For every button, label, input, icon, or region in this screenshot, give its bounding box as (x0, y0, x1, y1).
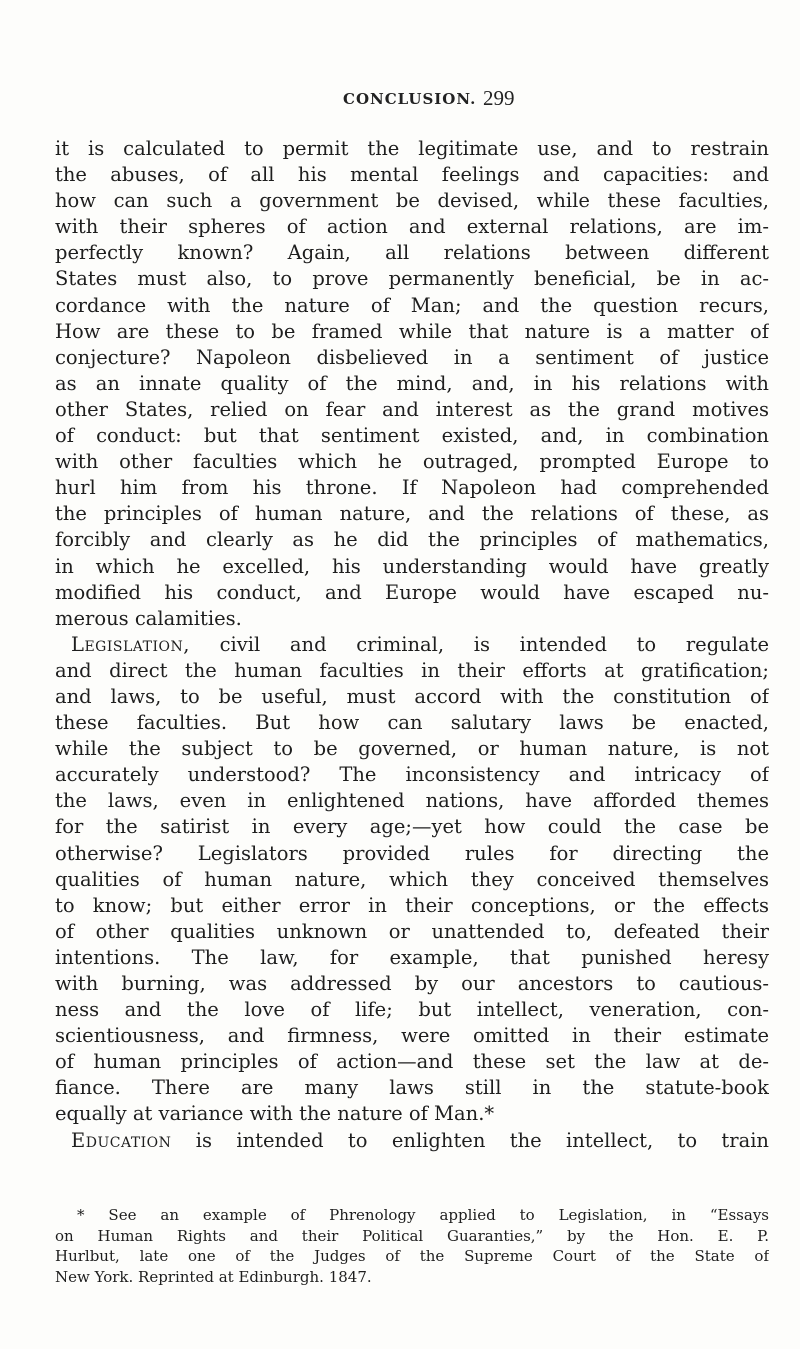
text-line: intentions. The law, for example, that punished heresy (55, 945, 769, 969)
text-line: and direct the human faculties in their efforts at gratification; (55, 658, 769, 682)
text-line: forcibly and clearly as he did the principles of mathematics, (55, 528, 769, 552)
running-head (0, 86, 800, 116)
text-line: of other qualities unknown or unattended to, defeated their (55, 919, 769, 943)
footnote-line: Hurlbut, late one of the Judges of the Supreme Court of the State of (55, 1247, 769, 1265)
footnote (55, 1205, 769, 1287)
text-line: qualities of human nature, which they conceived themselves (55, 867, 769, 891)
text-line: merous calamities. (55, 606, 242, 630)
text-line: otherwise? Legislators provided rules for directing the (55, 841, 769, 865)
text-line: with their spheres of action and external relations, are im- (55, 215, 769, 239)
text-line: accurately understood? The inconsistency and intricacy of (55, 763, 769, 787)
text-line: with burning, was addressed by our ancestors to cautious- (55, 972, 769, 995)
text-line: these faculties. But how can salutary laws be enacted, (55, 711, 769, 735)
text-line: of human principles of action—and these set the law at de- (55, 1050, 769, 1074)
text-line: while the subject to be governed, or human nature, is not (55, 737, 769, 761)
text-line: to know; but either error in their conceptions, or the effects (55, 893, 769, 917)
text-line: the abuses, of all his mental feelings and capacities: and (55, 163, 769, 187)
legislation-lead: Legislation, (71, 632, 190, 656)
text-line: hurl him from his throne. If Napoleon had comprehended (55, 476, 769, 500)
text-line: in which he excelled, his understanding would have greatly (55, 554, 769, 578)
page-number: 299 (483, 86, 515, 110)
text-line: other States, relied on fear and interest as the grand motives (55, 397, 769, 421)
text-line: conjecture? Napoleon disbelieved in a sentiment of justice (55, 345, 769, 369)
text-line: and laws, to be useful, must accord with the constitution of (55, 684, 769, 708)
text-line: of conduct: but that sentiment existed, and, in combination (55, 424, 769, 448)
text-line: fiance. There are many laws still in the statute-book (55, 1076, 769, 1100)
education-lead: Education (71, 1128, 172, 1152)
footnote-line: on Human Rights and their Political Guaranties,” by the Hon. E. P. (55, 1226, 769, 1245)
paragraph-legislation-first-line (55, 632, 769, 658)
footnote-line: * See an example of Phrenology applied to Legislation, in “Essays (77, 1206, 769, 1224)
text-line: ness and the love of life; but intellect, veneration, con- (55, 998, 769, 1022)
body-text (55, 136, 769, 1154)
text-line: perfectly known? Again, all relations between different (55, 241, 769, 265)
text-fragment: civil and criminal, is intended to regulate (189, 632, 769, 656)
text-line: the principles of human nature, and the relations of these, as (55, 502, 769, 526)
text-fragment: is intended to enlighten the intellect, to train (171, 1128, 769, 1152)
text-line: scientiousness, and firmness, were omitted in their estimate (55, 1024, 769, 1048)
text-line: as an innate quality of the mind, and, in his relations with (55, 371, 769, 395)
running-title: CONCLUSION. (343, 90, 477, 108)
text-line: with other faculties which he outraged, prompted Europe to (55, 450, 769, 474)
text-line: how can such a government be devised, while these faculties, (55, 189, 769, 213)
text-line: it is calculated to permit the legitimate use, and to restrain (55, 137, 769, 160)
text-line: the laws, even in enlightened nations, have afforded themes (55, 789, 769, 813)
text-line: modified his conduct, and Europe would have escaped nu- (55, 580, 769, 604)
text-line: equally at variance with the nature of Man.* (55, 1102, 495, 1126)
paragraph-education-first-line (55, 1128, 769, 1154)
text-line: How are these to be framed while that nature is a matter of (55, 319, 769, 343)
text-line: cordance with the nature of Man; and the question recurs, (55, 293, 769, 317)
footnote-line: New York. Reprinted at Edinburgh. 1847. (55, 1267, 372, 1286)
text-line: States must also, to prove permanently beneficial, be in ac- (55, 267, 769, 291)
text-line: for the satirist in every age;—yet how could the case be (55, 815, 769, 839)
